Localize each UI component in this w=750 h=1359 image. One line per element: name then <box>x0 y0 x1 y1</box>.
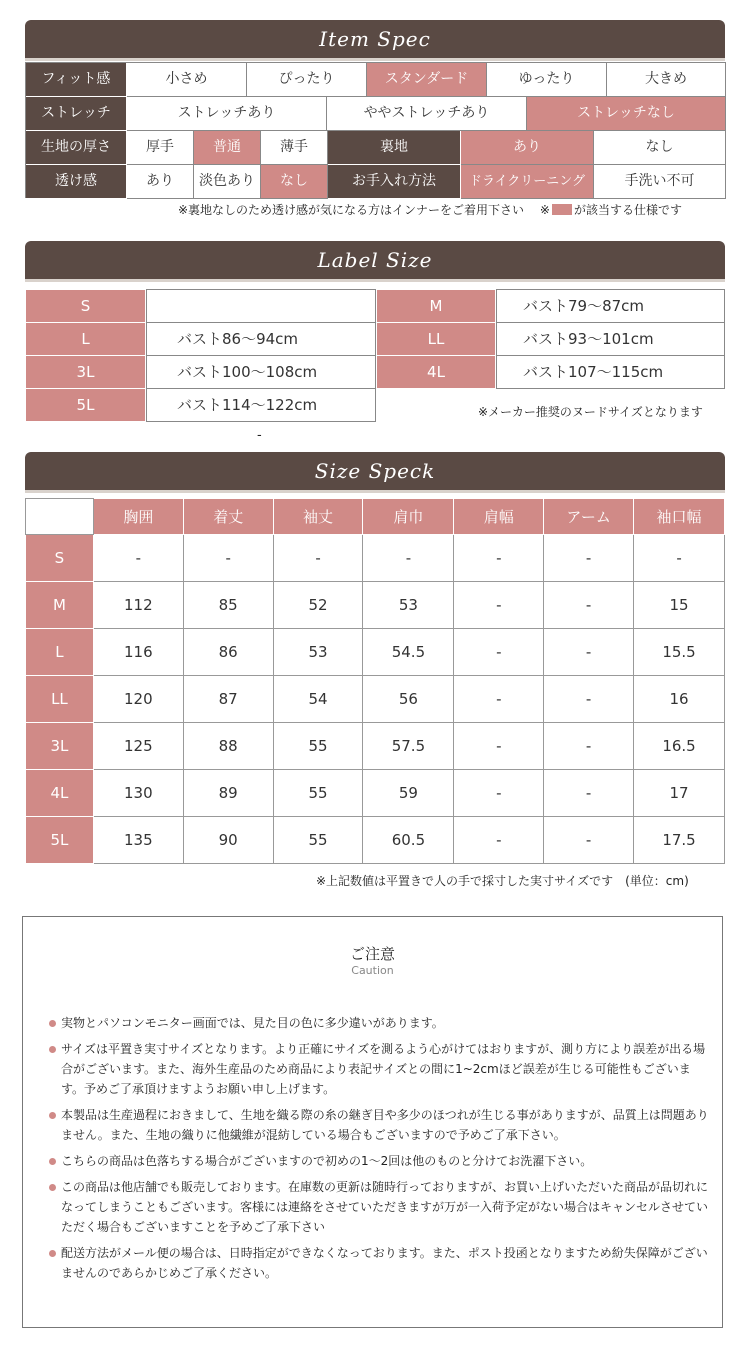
table-cell: 55 <box>273 770 363 817</box>
row-size: 4L <box>26 770 94 817</box>
label-size-title: Label Size <box>25 241 725 279</box>
care-option-selected: ドライクリーニング <box>461 165 594 199</box>
label-size-value: バスト114～122cm <box>146 388 376 422</box>
size-spec-table <box>25 498 725 864</box>
table-cell: - <box>93 535 183 582</box>
fit-option: ゆったり <box>487 63 607 97</box>
size-spec-header-row <box>26 499 725 535</box>
spec-row-sheer <box>26 165 726 199</box>
fit-option: 大きめ <box>607 63 726 97</box>
label-size-key: 5L <box>25 388 146 422</box>
table-cell: - <box>544 582 634 629</box>
table-cell: - <box>544 676 634 723</box>
table-cell: 89 <box>183 770 273 817</box>
table-cell: 60.5 <box>363 817 454 864</box>
label-size-value: バスト93～101cm <box>496 322 725 356</box>
table-cell: - <box>363 535 454 582</box>
table-cell: 52 <box>273 582 363 629</box>
row-size: LL <box>26 676 94 723</box>
table-cell: - <box>544 723 634 770</box>
table-cell: - <box>273 535 363 582</box>
column-header: 肩巾 <box>363 499 454 535</box>
care-label: お手入れ方法 <box>328 165 461 199</box>
fit-option-selected: スタンダード <box>367 63 487 97</box>
stretch-option-selected: ストレッチなし <box>527 97 726 131</box>
spec-row-fit <box>26 63 726 97</box>
caution-box <box>22 916 723 1328</box>
table-cell: - <box>454 582 544 629</box>
label-size-value: バスト86～94cm <box>146 322 376 356</box>
table-cell: 17 <box>634 770 725 817</box>
table-cell: 54.5 <box>363 629 454 676</box>
table-cell: - <box>544 817 634 864</box>
column-header: 袖口幅 <box>634 499 725 535</box>
table-row <box>26 582 725 629</box>
label-size-value: バスト107～115cm <box>496 355 725 389</box>
row-size: L <box>26 629 94 676</box>
caution-item: 実物とパソコンモニター画面では、見た目の色に多少違いがあります。 <box>49 1013 709 1033</box>
item-spec-title: Item Spec <box>25 20 725 58</box>
header-blank <box>26 499 94 535</box>
table-cell: 85 <box>183 582 273 629</box>
thickness-option: 厚手 <box>127 131 194 165</box>
table-cell: - <box>183 535 273 582</box>
label-size-note: ※メーカー推奨のヌードサイズとなります <box>478 405 703 419</box>
table-row <box>26 535 725 582</box>
highlight-swatch <box>552 204 572 215</box>
table-cell: 125 <box>93 723 183 770</box>
size-spec-note: ※上記数値は平置きで人の手で採寸した実寸サイズです (単位：cm) <box>316 874 689 888</box>
table-cell: - <box>454 817 544 864</box>
spec-note-left: ※裏地なしのため透け感が気になる方はインナーをご着用下さい <box>178 203 525 217</box>
sheer-option: 淡色あり <box>194 165 261 199</box>
caution-title: ご注意 <box>349 945 395 963</box>
row-size: M <box>26 582 94 629</box>
spec-note <box>178 201 682 218</box>
table-row <box>26 817 725 864</box>
label-size-key: 4L <box>376 355 496 389</box>
label-size-key: LL <box>376 322 496 356</box>
table-cell: 55 <box>273 723 363 770</box>
caution-item: この商品は他店舗でも販売しております。在庫数の更新は随時行っておりますが、お買い上げいただいた商品が品切れになってしまうこともございます。客様には連絡をさせていただきますが万が一入荷予定がない場合はキャンセルさせていただく場合もございますことを予めご了承下さい <box>49 1177 709 1237</box>
label-size-value: バスト79～87cm <box>496 289 725 323</box>
thickness-label: 生地の厚さ <box>26 131 127 165</box>
table-cell: 90 <box>183 817 273 864</box>
table-cell: - <box>454 535 544 582</box>
column-header: 胸囲 <box>93 499 183 535</box>
table-cell: 87 <box>183 676 273 723</box>
label-size-key: S <box>25 289 146 323</box>
table-cell: - <box>634 535 725 582</box>
table-cell: 86 <box>183 629 273 676</box>
caution-list <box>49 1013 709 1289</box>
fit-option: 小さめ <box>127 63 247 97</box>
thickness-option: 薄手 <box>261 131 328 165</box>
sheer-option-selected: なし <box>261 165 328 199</box>
spec-row-stretch <box>26 97 726 131</box>
table-cell: 53 <box>363 582 454 629</box>
label-size-key: M <box>376 289 496 323</box>
care-option: 手洗い不可 <box>594 165 726 199</box>
table-row <box>26 676 725 723</box>
table-cell: 112 <box>93 582 183 629</box>
row-size: S <box>26 535 94 582</box>
table-cell: 130 <box>93 770 183 817</box>
caution-subtitle: Caution <box>351 964 394 977</box>
stretch-option: ストレッチあり <box>127 97 327 131</box>
table-cell: 56 <box>363 676 454 723</box>
table-cell: 15.5 <box>634 629 725 676</box>
table-cell: 16.5 <box>634 723 725 770</box>
table-cell: 88 <box>183 723 273 770</box>
table-cell: - <box>454 629 544 676</box>
table-cell: 57.5 <box>363 723 454 770</box>
spec-row-thickness <box>26 131 726 165</box>
table-cell: 15 <box>634 582 725 629</box>
table-cell: 55 <box>273 817 363 864</box>
sheer-option: あり <box>127 165 194 199</box>
label-size-value <box>146 289 376 323</box>
lining-option-selected: あり <box>461 131 594 165</box>
table-cell: 53 <box>273 629 363 676</box>
row-size: 5L <box>26 817 94 864</box>
table-cell: 54 <box>273 676 363 723</box>
column-header: 着丈 <box>183 499 273 535</box>
table-cell: 135 <box>93 817 183 864</box>
spec-note-mark: ※ <box>539 203 550 217</box>
fit-option: ぴったり <box>247 63 367 97</box>
size-spec-title: Size Speck <box>25 452 725 490</box>
caution-item: こちらの商品は色落ちする場合がございますので初めの1～2回は他のものと分けてお洗濯下さい。 <box>49 1151 709 1171</box>
row-size: 3L <box>26 723 94 770</box>
table-cell: 120 <box>93 676 183 723</box>
table-cell: 59 <box>363 770 454 817</box>
table-row <box>26 770 725 817</box>
item-spec-table <box>25 62 726 198</box>
caution-item: 配送方法がメール便の場合は、日時指定ができなくなっております。また、ポスト投函となりますため紛失保障がございませんのであらかじめご了承ください。 <box>49 1243 709 1283</box>
stretch-option: ややストレッチあり <box>327 97 527 131</box>
table-cell: - <box>454 723 544 770</box>
caution-item: 本製品は生産過程におきまして、生地を織る際の糸の継ぎ目や多少のほつれが生じる事がありますが、品質上は問題ありません。また、生地の織りに他繊維が混紡している場合もございますので予めご了承下さい。 <box>49 1105 709 1145</box>
table-cell: 16 <box>634 676 725 723</box>
label-size-value: バスト100～108cm <box>146 355 376 389</box>
table-row <box>26 723 725 770</box>
column-header: アーム <box>544 499 634 535</box>
lining-label: 裏地 <box>328 131 461 165</box>
fit-label: フィット感 <box>26 63 127 97</box>
caution-item: サイズは平置き実寸サイズとなります。より正確にサイズを測るよう心がけてはおりますが、測り方により誤差が出る場合がございます。また、海外生産品のため商品により表記サイズとの間に1~2cmほど誤差が生じる可能性もございます。予めご了承頂けますようお願い申し上げます。 <box>49 1039 709 1099</box>
table-cell: - <box>454 676 544 723</box>
thickness-option-selected: 普通 <box>194 131 261 165</box>
lining-option: なし <box>594 131 726 165</box>
table-cell: 17.5 <box>634 817 725 864</box>
label-size-dash: - <box>257 428 262 443</box>
table-cell: - <box>454 770 544 817</box>
column-header: 肩幅 <box>454 499 544 535</box>
table-cell: - <box>544 770 634 817</box>
column-header: 袖丈 <box>273 499 363 535</box>
label-size-key: 3L <box>25 355 146 389</box>
table-row <box>26 629 725 676</box>
table-cell: - <box>544 535 634 582</box>
stretch-label: ストレッチ <box>26 97 127 131</box>
spec-note-right: が該当する仕様です <box>573 203 682 217</box>
table-cell: - <box>544 629 634 676</box>
table-cell: 116 <box>93 629 183 676</box>
sheer-label: 透け感 <box>26 165 127 199</box>
label-size-key: L <box>25 322 146 356</box>
